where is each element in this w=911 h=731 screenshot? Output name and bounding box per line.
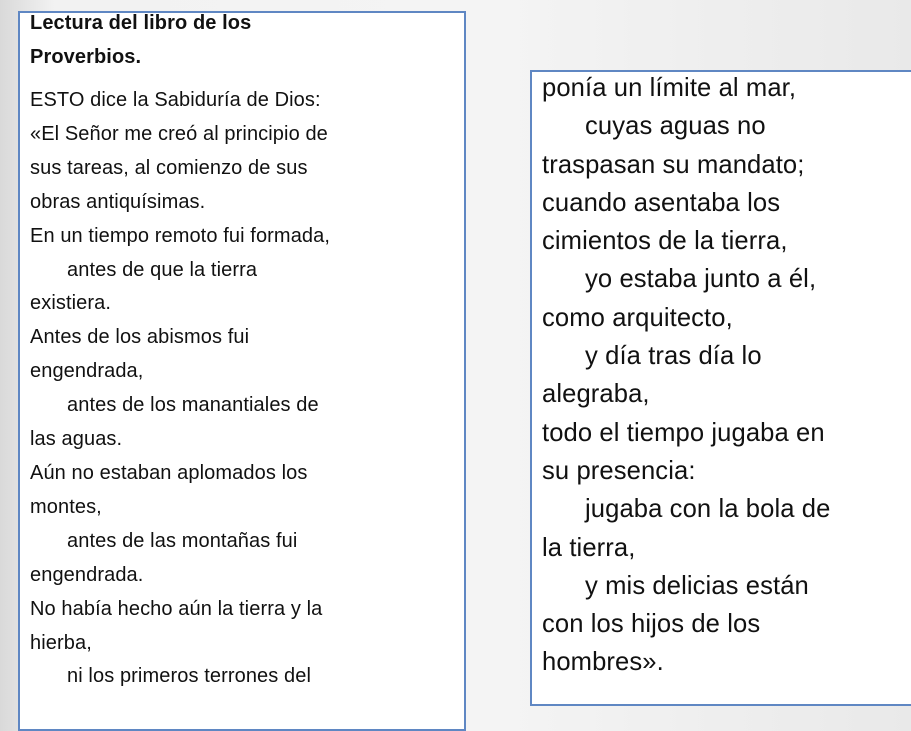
text-line: obras antiquísimas. [30, 190, 206, 213]
text-line: Aún no estaban aplomados los [30, 461, 308, 484]
text-line: cuando asentaba los [542, 188, 781, 217]
text-line: antes de las montañas fui [67, 529, 298, 552]
reading-title [30, 11, 454, 74]
text-line: hombres». [542, 648, 664, 677]
title-line: Lectura del libro de los [30, 12, 252, 34]
text-line: y día tras día lo [585, 342, 762, 371]
text-line: alegraba, [542, 380, 650, 409]
left-reading-text [30, 11, 454, 694]
text-line: ESTO dice la Sabiduría de Dios: [30, 89, 321, 111]
text-line: antes de que la tierra [67, 258, 258, 281]
right-lines-container [542, 70, 908, 682]
text-line: su presencia: [542, 456, 696, 485]
text-line: sus tareas, al comienzo de sus [30, 156, 308, 179]
text-line: cuyas aguas no [585, 112, 766, 141]
text-line: y mis delicias están [585, 571, 809, 600]
right-reading-panel [530, 70, 911, 706]
text-line: cimientos de la tierra, [542, 227, 788, 256]
text-line: todo el tiempo jugaba en [542, 418, 825, 447]
text-line: antes de los manantiales de [67, 394, 319, 417]
text-line: En un tiempo remoto fui formada, [30, 224, 331, 247]
text-line: hierba, [30, 631, 92, 654]
text-line: No había hecho aún la tierra y la [30, 597, 323, 620]
text-line: ponía un límite al mar, [542, 74, 797, 102]
text-line: con los hijos de los [542, 610, 761, 639]
left-lines-container [30, 84, 454, 694]
text-line: traspasan su mandato; [542, 150, 805, 179]
text-line: montes, [30, 495, 102, 518]
text-line: engendrada, [30, 360, 144, 383]
text-line: Antes de los abismos fui [30, 326, 250, 349]
text-line: yo estaba junto a él, [585, 265, 817, 294]
title-line: Proverbios. [30, 45, 142, 68]
left-reading-panel [18, 11, 466, 731]
text-line: jugaba con la bola de [585, 495, 831, 524]
text-line: existiera. [30, 292, 112, 315]
title-spacer [30, 74, 454, 84]
text-line: «El Señor me creó al principio de [30, 122, 328, 145]
text-line: las aguas. [30, 428, 123, 451]
text-line: como arquitecto, [542, 303, 733, 332]
text-line: engendrada. [30, 563, 144, 586]
text-line: la tierra, [542, 533, 636, 562]
text-line: ni los primeros terrones del [67, 665, 312, 688]
